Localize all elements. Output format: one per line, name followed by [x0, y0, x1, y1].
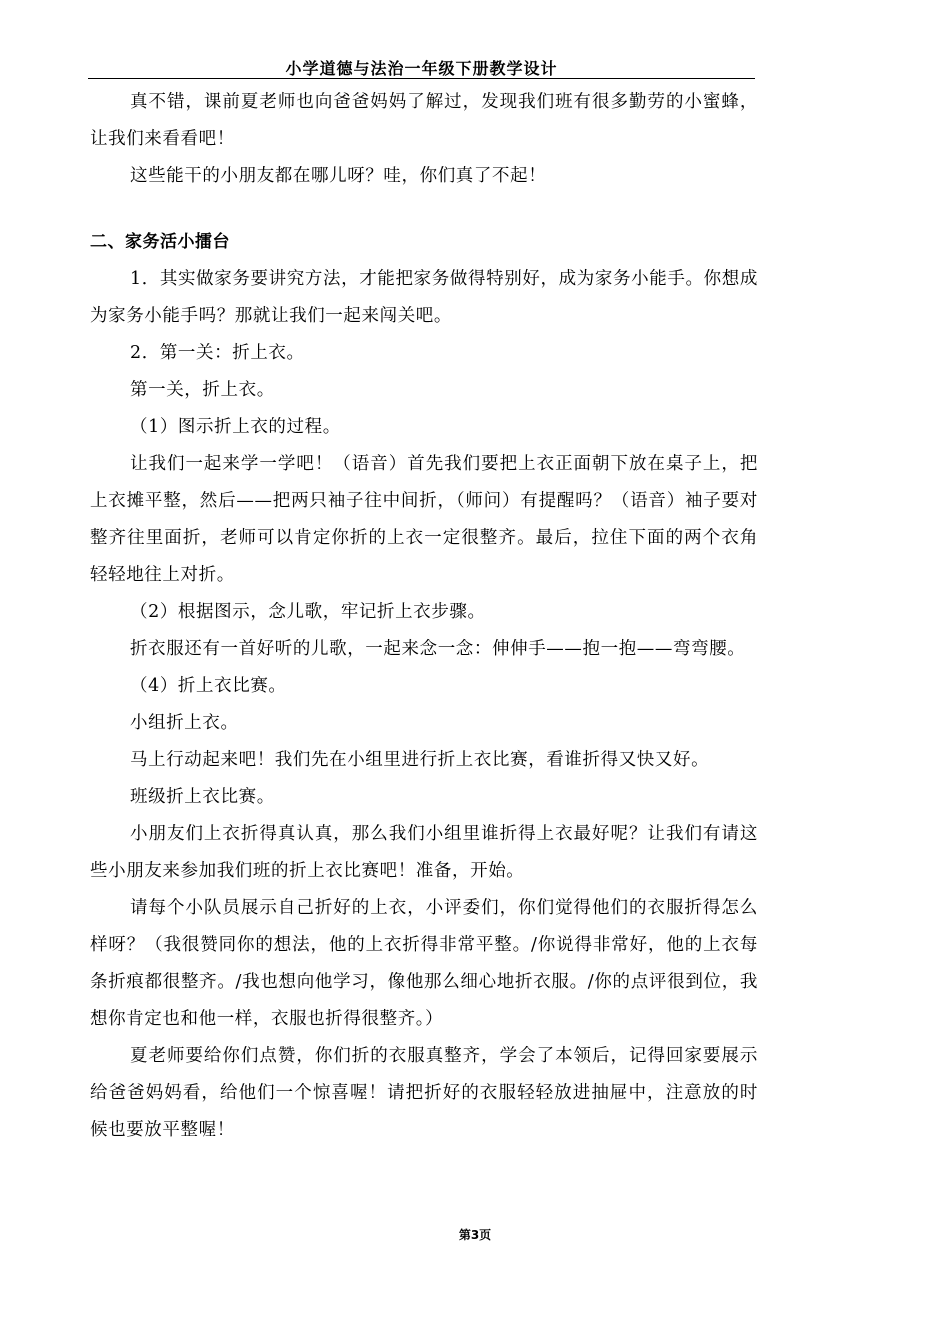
- paragraph: （4）折上衣比赛。: [130, 676, 287, 696]
- paragraph: 小组折上衣。: [130, 713, 239, 733]
- document-body: [90, 84, 758, 1149]
- paragraph: 夏老师要给你们点赞，你们折的衣服真整齐，学会了本领后，记得回家要展示给爸爸妈妈看，给他们一个惊喜喔！请把折好的衣服轻轻放进抽屉中，注意放的时候也要放平整喔！: [90, 1046, 758, 1140]
- page-header: [88, 52, 755, 79]
- section-heading: 二、家务活小擂台: [90, 232, 230, 252]
- paragraph: （1）图示折上衣的过程。: [130, 417, 341, 437]
- paragraph: 1．其实做家务要讲究方法，才能把家务做得特别好，成为家务小能手。你想成为家务小能手吗？那就让我们一起来闯关吧。: [90, 269, 758, 326]
- paragraph: （2）根据图示，念儿歌，牢记折上衣步骤。: [130, 602, 486, 622]
- paragraph: 折衣服还有一首好听的儿歌，一起来念一念：伸伸手——抱一抱——弯弯腰。: [130, 639, 746, 659]
- paragraph: 班级折上衣比赛。: [130, 787, 275, 807]
- paragraph: 马上行动起来吧！我们先在小组里进行折上衣比赛，看谁折得又快又好。: [130, 750, 710, 770]
- paragraph: 请每个小队员展示自己折好的上衣，小评委们，你们觉得他们的衣服折得怎么样呀？（我很赞同你的想法，他的上衣折得非常平整。/你说得非常好，他的上衣每条折痕都很整齐。/我也想向他学习，像他那么细心地折衣服。/你的点评很到位，我想你肯定也和他一样，衣服也折得很整齐。）: [90, 898, 758, 1029]
- paragraph: 让我们一起来学一学吧！（语音）首先我们要把上衣正面朝下放在桌子上，把上衣摊平整，然后——把两只袖子往中间折，（师问）有提醒吗？（语音）袖子要对整齐往里面折，老师可以肯定你折的上衣一定很整齐。最后，拉住下面的两个衣角轻轻地往上对折。: [90, 454, 758, 585]
- paragraph: 这些能干的小朋友都在哪儿呀？哇，你们真了不起！: [130, 166, 547, 186]
- paragraph: 第一关，折上衣。: [130, 380, 275, 400]
- page-number: 第3页: [458, 1228, 492, 1242]
- paragraph: 真不错，课前夏老师也向爸爸妈妈了解过，发现我们班有很多勤劳的小蜜蜂，让我们来看看吧！: [90, 92, 758, 149]
- header-title: 小学道德与法治一年级下册教学设计: [285, 59, 558, 78]
- paragraph: 2．第一关：折上衣。: [130, 343, 305, 363]
- paragraph: 小朋友们上衣折得真认真，那么我们小组里谁折得上衣最好呢？让我们有请这些小朋友来参加我们班的折上衣比赛吧！准备，开始。: [90, 824, 758, 881]
